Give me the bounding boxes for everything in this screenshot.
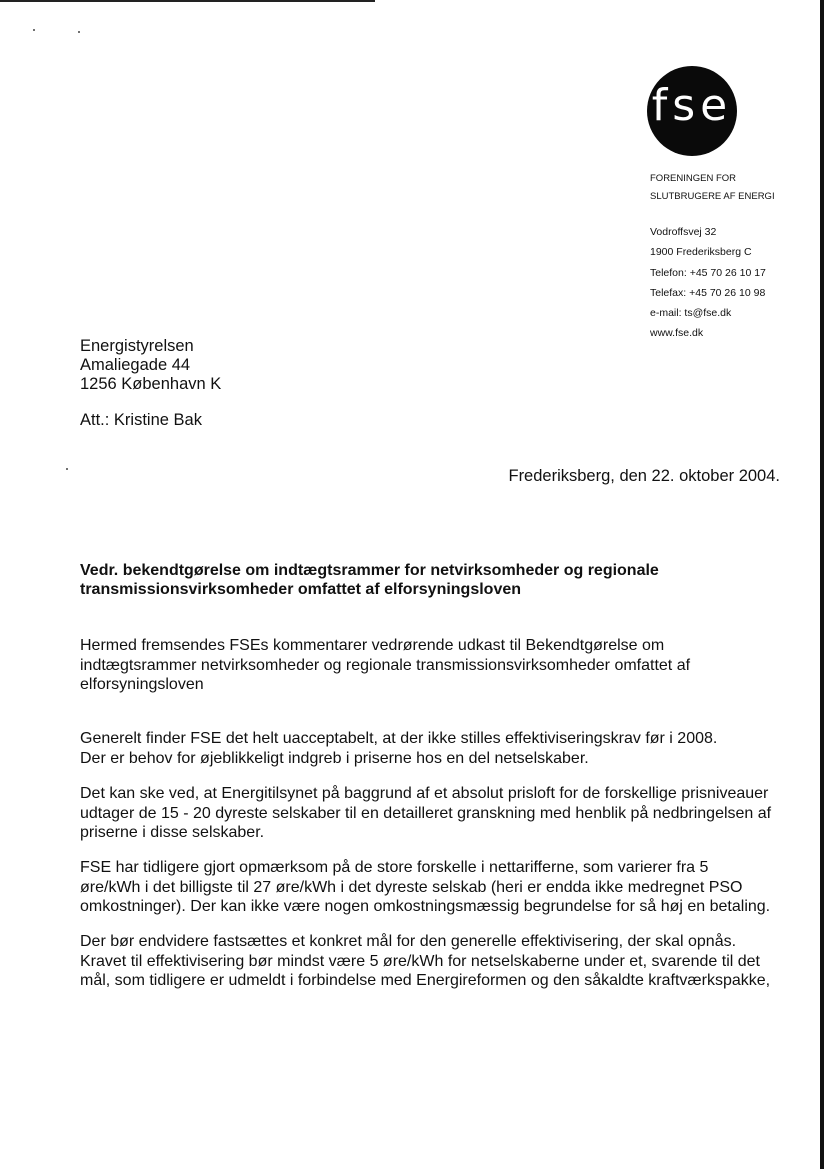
paragraph-line: omkostninger). Der kan ikke være nogen omkostningsmæssig begrundelse for så høj en betaling. <box>80 898 771 916</box>
paragraph-line: Generelt finder FSE det helt uacceptabelt, at der ikke stilles effektiviseringskrav før i 2008. <box>80 730 718 747</box>
paragraph-line: Kravet til effektivisering bør mindst være 5 øre/kWh for netselskaberne under et, svarende til det <box>80 952 760 970</box>
org-name-line: SLUTBRUGERE AF ENERGI <box>650 191 775 202</box>
paragraph-line: FSE har tidligere gjort opmærksom på de store forskelle i nettarifferne, som varierer fra 5 <box>80 859 709 876</box>
organization-name <box>650 170 775 206</box>
recipient-line: Amaliegade 44 <box>80 356 191 374</box>
scan-edge-top <box>0 0 375 2</box>
subject-heading <box>80 561 770 599</box>
logo-text: fse <box>651 80 733 131</box>
paragraph-intro <box>80 636 800 695</box>
attention-line: Att.: Kristine Bak <box>80 411 202 429</box>
paragraph-tariffs <box>80 858 800 917</box>
contact-website: www.fse.dk <box>650 327 704 340</box>
scan-speck <box>66 468 68 470</box>
scan-speck <box>78 31 80 33</box>
paragraph-line: indtægtsrammer netvirksomheder og regionale transmissionsvirksomheder omfattet af <box>80 656 691 674</box>
contact-address: Vodroffsvej 32 <box>650 226 717 238</box>
paragraph-line: mål, som tidligere er udmeldt i forbindelse med Energireformen og den såkaldte kraftværkspakke, <box>80 972 771 990</box>
contact-city: 1900 Frederiksberg C <box>650 246 752 259</box>
recipient-line: Energistyrelsen <box>80 337 194 355</box>
fse-logo <box>647 66 737 156</box>
paragraph-line: øre/kWh i det billigste til 27 øre/kWh i det dyreste selskab (heri er endda ikke medregnet PSO <box>80 878 743 896</box>
org-name-line: FORENINGEN FOR <box>650 173 737 184</box>
contact-block <box>650 222 766 344</box>
subject-line: transmissionsvirksomheder omfattet af elforsyningsloven <box>80 581 522 598</box>
paragraph-line: udtager de 15 - 20 dyreste selskaber til en detailleret granskning med henblik på nedbringelsen af <box>80 804 772 822</box>
paragraph-efficiency-target <box>80 932 800 991</box>
paragraph-line: Der er behov for øjeblikkeligt indgreb i priserne hos en del netselskaber. <box>80 749 589 767</box>
subject-line: Vedr. bekendtgørelse om indtægtsrammer for netvirksomheder og regionale <box>80 562 659 579</box>
date-line: Frederiksberg, den 22. oktober 2004. <box>508 467 780 485</box>
recipient-line: 1256 København K <box>80 375 222 393</box>
paragraph-general <box>80 729 800 768</box>
recipient-address <box>80 337 221 394</box>
paragraph-line: elforsyningsloven <box>80 676 204 694</box>
contact-phone: Telefon: +45 70 26 10 17 <box>650 266 766 279</box>
contact-fax: Telefax: +45 70 26 10 98 <box>650 286 766 299</box>
paragraph-line: priserne i disse selskaber. <box>80 824 265 842</box>
contact-email: e-mail: ts@fse.dk <box>650 307 732 320</box>
scan-speck <box>33 29 35 31</box>
paragraph-energitilsynet <box>80 784 800 843</box>
paragraph-line: Der bør endvidere fastsættes et konkret mål for den generelle effektivisering, der skal opnås. <box>80 933 737 950</box>
paragraph-line: Det kan ske ved, at Energitilsynet på baggrund af et absolut prisloft for de forskellige prisniveauer <box>80 785 769 802</box>
paragraph-line: Hermed fremsendes FSEs kommentarer vedrørende udkast til Bekendtgørelse om <box>80 637 665 654</box>
scan-edge-right <box>820 0 824 1169</box>
